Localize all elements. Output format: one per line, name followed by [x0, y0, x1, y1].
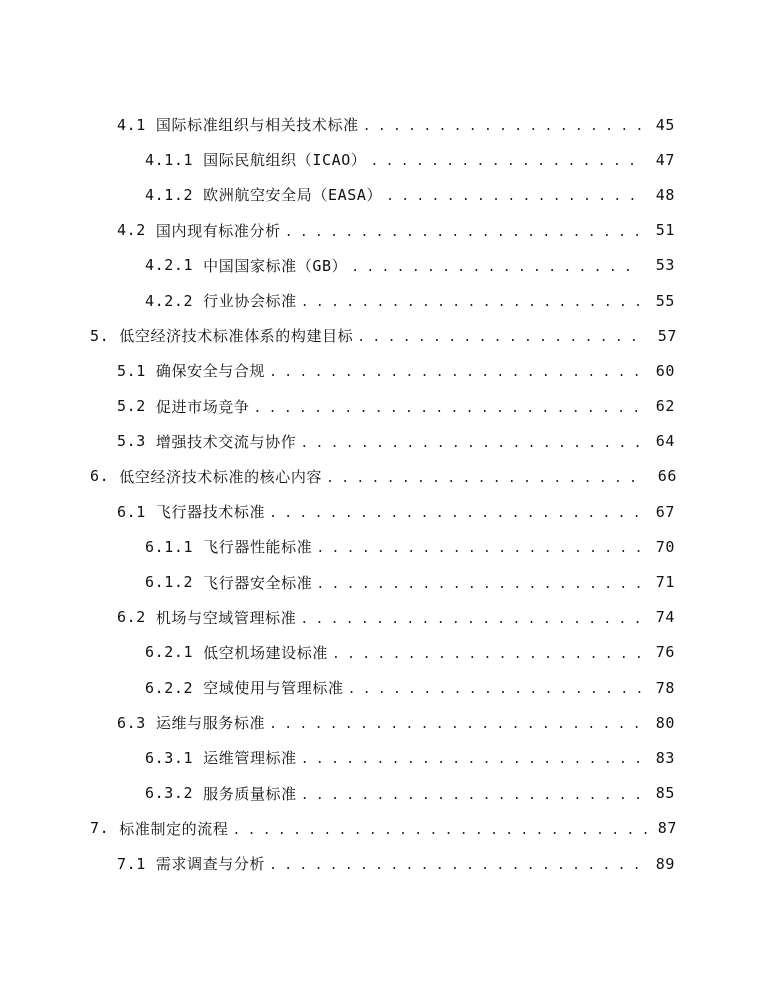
toc-dot-leader [300, 436, 641, 451]
toc-dot-leader [316, 577, 641, 592]
toc-entry-number: 4.1.1 [145, 150, 194, 169]
toc-entry-number: 4.2.2 [145, 291, 194, 310]
toc-entry-6-1-1[interactable] [0, 529, 765, 564]
toc-entry-page: 76 [655, 643, 675, 662]
toc-entry-number: 6.1.2 [145, 573, 194, 592]
toc-entry-5-2[interactable] [0, 389, 765, 424]
toc-entry-4-1-2[interactable] [0, 177, 765, 212]
toc-entry-page: 64 [655, 432, 675, 451]
toc-entry-number: 5.2 [117, 397, 146, 416]
toc-dot-leader [301, 295, 641, 310]
toc-entry-6-2-1[interactable] [0, 635, 765, 670]
toc-entry-4-2-2[interactable] [0, 283, 765, 318]
toc-entry-7[interactable] [0, 811, 765, 846]
toc-entry-5-1[interactable] [0, 353, 765, 388]
toc-entry-title: 国际标准组织与相关技术标准 [155, 116, 359, 135]
toc-dot-leader [351, 260, 641, 275]
toc-dot-leader [370, 154, 641, 169]
toc-entry-page: 48 [655, 185, 675, 204]
toc-entry-page: 57 [657, 326, 677, 345]
toc-dot-leader [348, 682, 641, 697]
toc-entry-title: 运维管理标准 [203, 749, 297, 768]
toc-entry-page: 85 [655, 784, 675, 803]
toc-entry-title: 标准制定的流程 [119, 819, 229, 838]
toc-entry-page: 45 [655, 115, 675, 134]
toc-entry-number: 4.1.2 [145, 185, 194, 204]
toc-dot-leader [300, 612, 641, 627]
toc-dot-leader [326, 471, 647, 486]
toc-dot-leader [301, 752, 641, 767]
toc-entry-title: 确保安全与合规 [155, 362, 266, 381]
toc-entry-title: 低空经济技术标准体系的构建目标 [119, 327, 354, 346]
toc-entry-page: 70 [655, 537, 675, 556]
toc-entry-number: 7. [90, 819, 110, 838]
toc-entry-number: 5.1 [117, 361, 146, 380]
toc-dot-leader [269, 365, 641, 380]
toc-entry-number: 6.1 [117, 502, 146, 521]
toc-entry-6-3-2[interactable] [0, 776, 765, 811]
toc-entry-page: 55 [655, 291, 675, 310]
toc-entry-4-1[interactable] [0, 107, 765, 142]
toc-entry-page: 83 [655, 748, 675, 767]
toc-entry-page: 87 [657, 819, 677, 838]
toc-entry-page: 89 [655, 854, 675, 873]
toc-entry-number: 4.2.1 [145, 256, 194, 275]
toc-dot-leader [386, 189, 641, 204]
toc-entry-title: 运维与服务标准 [155, 714, 266, 733]
toc-entry-6-3[interactable] [0, 705, 765, 740]
toc-entry-page: 66 [657, 467, 677, 486]
toc-entry-page: 47 [655, 150, 675, 169]
toc-dot-leader [301, 788, 641, 803]
toc-entry-number: 6.2.2 [145, 678, 194, 697]
toc-entry-page: 80 [655, 713, 675, 732]
toc-entry-6-1[interactable] [0, 494, 765, 529]
toc-entry-title: 空域使用与管理标准 [203, 679, 344, 698]
toc-dot-leader [232, 823, 647, 838]
toc-entry-6-3-1[interactable] [0, 740, 765, 775]
toc-entry-title: 中国国家标准（GB） [203, 256, 348, 275]
toc-entry-6[interactable] [0, 459, 765, 494]
toc-entry-title: 欧洲航空安全局（EASA） [203, 186, 383, 205]
toc-entry-number: 6.2.1 [145, 643, 194, 662]
toc-dot-leader [357, 330, 647, 345]
toc-dot-leader [254, 401, 641, 416]
toc-dot-leader [269, 858, 641, 873]
toc-entry-6-2[interactable] [0, 600, 765, 635]
toc-entry-number: 6. [90, 467, 110, 486]
toc-entry-page: 78 [655, 678, 675, 697]
toc-entry-number: 5.3 [117, 432, 146, 451]
toc-entry-number: 5. [90, 326, 110, 345]
toc-entry-number: 6.3 [117, 713, 146, 732]
toc-entry-page: 67 [655, 502, 675, 521]
toc-entry-number: 4.2 [117, 221, 146, 240]
toc-entry-4-2-1[interactable] [0, 248, 765, 283]
toc-entry-title: 促进市场竞争 [155, 397, 250, 416]
toc-entry-4-1-1[interactable] [0, 142, 765, 177]
toc-entry-number: 6.2 [117, 608, 146, 627]
toc-entry-title: 飞行器性能标准 [203, 538, 313, 557]
toc-dot-leader [332, 647, 641, 662]
toc-entry-page: 74 [655, 608, 675, 627]
toc-entry-4-2[interactable] [0, 213, 765, 248]
toc-entry-page: 51 [655, 221, 675, 240]
toc-entry-number: 6.1.1 [145, 537, 194, 556]
toc-dot-leader [285, 225, 641, 240]
toc-entry-number: 6.3.1 [145, 748, 194, 767]
toc-entry-title: 增强技术交流与协作 [155, 432, 297, 451]
toc-entry-title: 国际民航组织（ICAO） [203, 151, 367, 170]
toc-entry-title: 国内现有标准分析 [155, 221, 281, 240]
toc-entry-title: 服务质量标准 [203, 784, 297, 803]
toc-entry-number: 6.3.2 [145, 784, 194, 803]
table-of-contents [0, 107, 765, 881]
toc-dot-leader [363, 119, 641, 134]
toc-entry-page: 53 [655, 256, 675, 275]
toc-entry-5[interactable] [0, 318, 765, 353]
toc-entry-title: 机场与空域管理标准 [155, 608, 297, 627]
toc-entry-title: 飞行器技术标准 [155, 503, 266, 522]
toc-entry-number: 7.1 [117, 854, 146, 873]
toc-entry-page: 71 [655, 573, 675, 592]
toc-entry-title: 需求调查与分析 [155, 855, 266, 874]
toc-entry-title: 低空经济技术标准的核心内容 [119, 467, 323, 486]
toc-entry-page: 60 [655, 361, 675, 380]
toc-entry-6-1-2[interactable] [0, 564, 765, 599]
toc-entry-title: 飞行器安全标准 [203, 573, 313, 592]
toc-entry-title: 低空机场建设标准 [203, 643, 328, 662]
toc-entry-page: 62 [655, 397, 675, 416]
toc-dot-leader [316, 541, 641, 556]
toc-entry-6-2-2[interactable] [0, 670, 765, 705]
toc-dot-leader [269, 506, 641, 521]
toc-entry-number: 4.1 [117, 115, 146, 134]
toc-entry-title: 行业协会标准 [203, 292, 297, 311]
toc-entry-7-1[interactable] [0, 846, 765, 881]
toc-entry-5-3[interactable] [0, 424, 765, 459]
toc-dot-leader [269, 717, 641, 732]
